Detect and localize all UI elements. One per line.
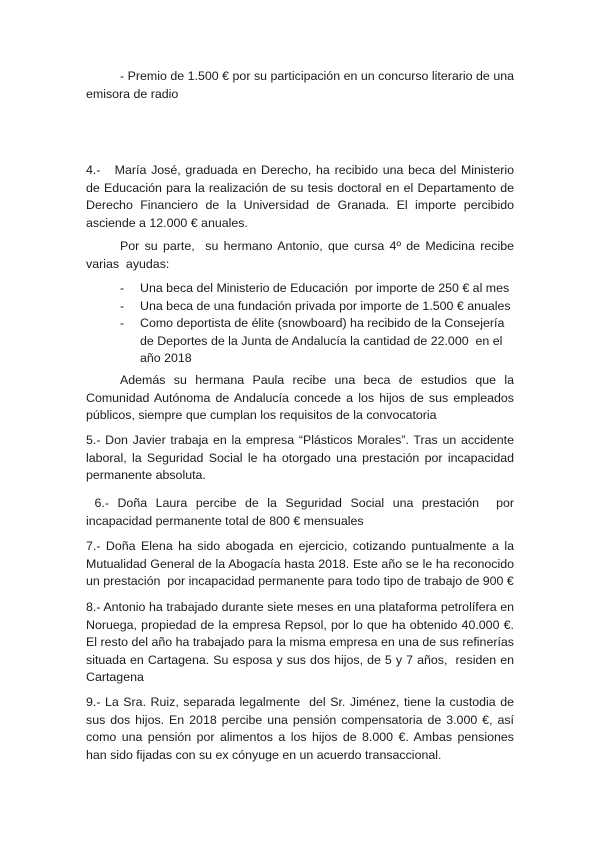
dash-bullet: - <box>120 281 125 295</box>
list-item <box>120 315 514 368</box>
ayudas-list <box>120 280 514 368</box>
list-item <box>120 280 514 298</box>
paragraph-6: 6.- Doña Laura percibe de la Seguridad Social una prestación por incapacidad permanente total de 800 € mensuales <box>86 496 514 528</box>
premio-paragraph: - Premio de 1.500 € por su participación en un concurso literario de una emisora de radio <box>86 69 514 101</box>
paula-paragraph: Además su hermana Paula recibe una beca de estudios que la Comunidad Autónoma de Andalucía concede a los hijos de sus empleados públicos, siempre que cumplan los requisitos de la convocatoria <box>86 373 514 422</box>
list-item-text: Una beca del Ministerio de Educación por importe de 250 € al mes <box>140 281 510 295</box>
list-item-text: Una beca de una fundación privada por importe de 1.500 € anuales <box>140 298 511 313</box>
antonio-intro-paragraph: Por su parte, su hermano Antonio, que cursa 4º de Medicina recibe varias ayudas: <box>86 239 514 271</box>
paragraph-5: 5.- Don Javier trabaja en la empresa “Plásticos Morales”. Tras un accidente laboral, la Seguridad Social le ha otorgado una prestación por incapacidad permanente absoluta. <box>86 433 514 482</box>
paragraph-7: 7.- Doña Elena ha sido abogada en ejercicio, cotizando puntualmente a la Mutualidad General de la Abogacía hasta 2018. Este año se le ha reconocido un prestación por incapacidad permanente para todo tipo de trabajo de 900 € <box>86 539 514 588</box>
list-item-text: Como deportista de élite (snowboard) ha recibido de la Consejería de Deportes de la Junta de Andalucía la cantidad de 22.000 en el año 2018 <box>140 316 505 365</box>
dash-bullet: - <box>120 298 125 313</box>
paragraph-4: 4.- María José, graduada en Derecho, ha recibido una beca del Ministerio de Educación para la realización de su tesis doctoral en el Departamento de Derecho Financiero de la Universidad de Granada. El importe percibido asciende a 12.000 € anuales. <box>86 163 514 230</box>
paragraph-8: 8.- Antonio ha trabajado durante siete meses en una plataforma petrolífera en Noruega, propiedad de la empresa Repsol, por lo que ha obtenido 40.000 €. El resto del año ha trabajado para la misma empresa en una de sus refinerías situada en Cartagena. Su esposa y sus dos hijos, de 5 y 7 años, residen en Cartagena <box>86 600 514 684</box>
list-item <box>120 298 514 316</box>
dash-bullet: - <box>120 316 125 330</box>
paragraph-9: 9.- La Sra. Ruiz, separada legalmente del Sr. Jiménez, tiene la custodia de sus dos hijos. En 2018 percibe una pensión compensatoria de 3.000 €, así como una pensión por alimentos a los hijos de 8.000 €. Ambas pensiones han sido fijadas con su ex cónyuge en un acuerdo transaccional. <box>86 695 514 762</box>
